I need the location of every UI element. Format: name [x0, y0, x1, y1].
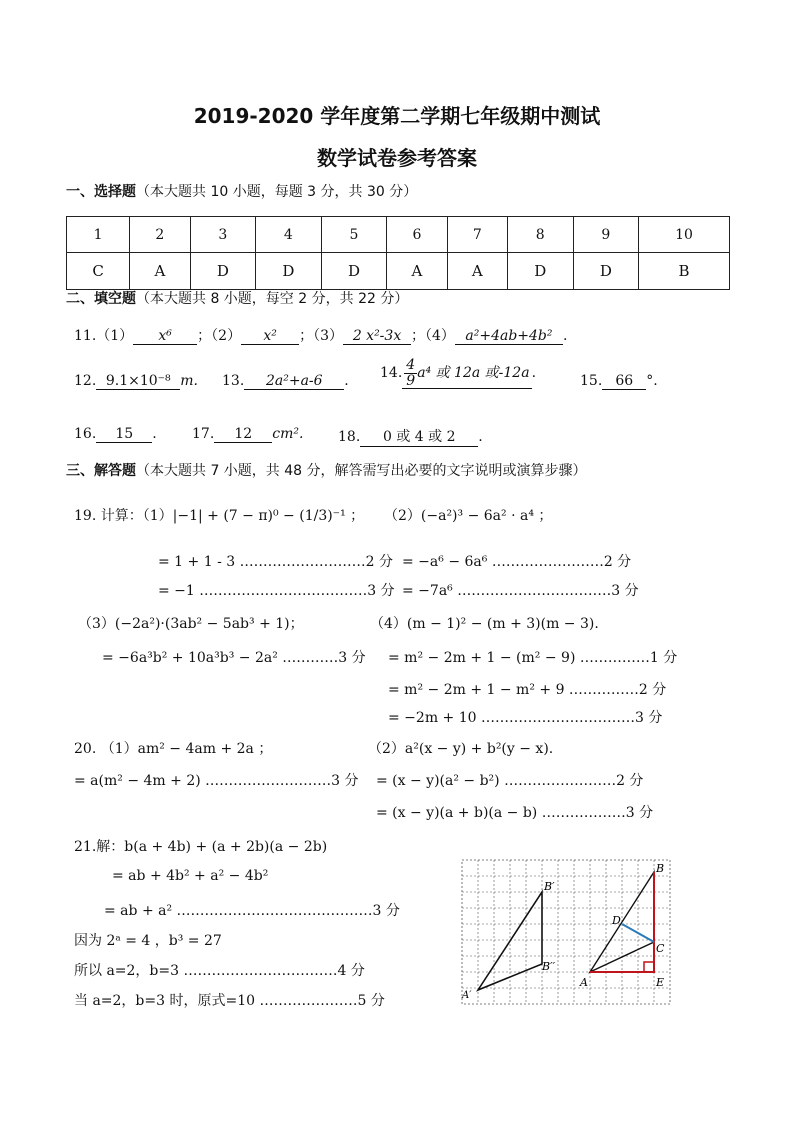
answer-blank: x⁶: [133, 328, 197, 345]
q19-part2-step2: = −7a⁶ ……………………………3 分: [402, 583, 639, 599]
table-cell: 1: [67, 217, 130, 253]
answer-blank: 66: [602, 373, 646, 390]
fill-question-18: [338, 426, 483, 447]
answer-blank: a²+4ab+4b²: [455, 328, 563, 345]
fill-question-15: [580, 373, 658, 390]
q20-part1-step1: = a(m² − 4m + 2) ………………………3 分: [74, 773, 359, 789]
q19-part2-step1: = −a⁶ − 6a⁶ ……………………2 分: [402, 554, 632, 570]
q19-part2: （2）(−a²)³ − 6a² · a⁴ ；: [384, 508, 553, 524]
punctuation: .: [562, 328, 568, 344]
q21-step3: 因为 2ᵃ = 4 ，b³ = 27: [74, 933, 222, 949]
table-cell: A: [387, 253, 447, 290]
answer-blank: x²: [241, 328, 299, 345]
fraction-denominator: 9: [406, 372, 416, 389]
unit: °.: [646, 373, 658, 389]
answer-table: [66, 216, 730, 290]
answer-table-number-row: [67, 217, 730, 253]
punctuation: .: [478, 429, 483, 445]
q19-part1-step2: = −1 ………………………………3 分: [158, 583, 395, 599]
q20-part1: 20. （1）am² − 4am + 2a ；: [74, 741, 273, 757]
q21-step1: = ab + 4b² + a² − 4b²: [112, 868, 269, 884]
answer-text: a⁴ 或 12a 或-12a: [417, 365, 530, 382]
fill-question-14: [380, 358, 536, 389]
question-part: ；（2）: [197, 328, 242, 344]
table-cell: D: [573, 253, 639, 290]
geometry-figure: [460, 858, 672, 1006]
section-3-heading: [66, 460, 587, 480]
question-number: 15.: [580, 373, 603, 389]
page-title: 2019-2020 学年度第二学期七年级期中测试: [193, 104, 601, 128]
unit: cm².: [272, 426, 304, 442]
table-cell: 8: [507, 217, 573, 253]
table-cell: D: [190, 253, 256, 290]
punctuation: .: [152, 426, 157, 442]
unit: m.: [180, 373, 198, 389]
q21-step5: 当 a=2，b=3 时，原式=10 …………………5 分: [74, 993, 385, 1009]
triangle-abc: [590, 872, 654, 972]
section-2-label: 二、填空题: [66, 291, 136, 307]
table-cell: 9: [573, 217, 639, 253]
label-d: D: [612, 914, 621, 927]
q19-part4-step1: = m² − 2m + 1 − (m² − 9) ……………1 分: [388, 650, 678, 666]
section-2-heading: [66, 288, 408, 308]
q21-step4: 所以 a=2，b=3 ……………………………4 分: [74, 963, 365, 979]
label-e: E: [656, 976, 665, 989]
table-cell: 2: [130, 217, 190, 253]
label-b2: B′′: [542, 960, 556, 973]
answer-blank: 2 x²-3x: [343, 328, 411, 345]
q20-part2-step1: = (x − y)(a² − b²) ……………………2 分: [376, 773, 644, 789]
answer-blank: 15: [96, 426, 152, 443]
answer-table-answer-row: [67, 253, 730, 290]
label-a1: A′: [462, 990, 472, 1001]
question-number: 13.: [222, 373, 245, 389]
section-2-note: （本大题共 8 小题，每空 2 分，共 22 分）: [136, 291, 409, 307]
fraction: [404, 358, 417, 388]
q19-part1-step1: = 1 + 1 - 3 ………………………2 分: [158, 554, 393, 570]
question-number: 17.: [192, 426, 215, 442]
fill-question-17: [192, 426, 303, 443]
answer-blank: 2a²+a-6: [244, 373, 344, 390]
table-cell: D: [507, 253, 573, 290]
fill-question-12: [74, 373, 198, 390]
table-cell: 3: [190, 217, 256, 253]
fill-question-11: [74, 325, 567, 345]
question-number: 11.（1）: [74, 328, 134, 344]
fraction-numerator: 4: [406, 357, 416, 373]
fill-question-13: [222, 373, 349, 390]
punctuation: .: [531, 365, 537, 382]
page-subtitle: 数学试卷参考答案: [317, 146, 477, 170]
table-cell: 7: [447, 217, 507, 253]
q19-part1: 19. 计算：（1）|−1| + (7 − π)⁰ − (1/3)⁻¹ ；: [74, 508, 365, 524]
q20-part2: （2）a²(x − y) + b²(y − x).: [368, 741, 554, 757]
section-3-label: 三、解答题: [66, 463, 136, 479]
answer-blank: [402, 358, 531, 389]
q19-part4-step3: = −2m + 10 ……………………………3 分: [388, 710, 663, 726]
section-3-note: （本大题共 7 小题，共 48 分，解答需写出必要的文字说明或演算步骤）: [136, 463, 587, 479]
label-b: B: [656, 862, 665, 875]
question-number: 12.: [74, 373, 97, 389]
question-number: 18.: [338, 429, 361, 445]
right-angle-mark: [644, 962, 654, 972]
label-c: C: [656, 942, 665, 955]
q21-expression: 21.解：b(a + 4b) + (a + 2b)(a − 2b): [74, 839, 328, 855]
table-cell: D: [256, 253, 322, 290]
q20-part2-step2: = (x − y)(a + b)(a − b) ………………3 分: [376, 805, 654, 821]
table-cell: C: [67, 253, 130, 290]
punctuation: .: [344, 373, 349, 389]
table-cell: 5: [321, 217, 387, 253]
answer-blank: 0 或 4 或 2: [360, 426, 478, 447]
question-number: 16.: [74, 426, 97, 442]
table-cell: 6: [387, 217, 447, 253]
q21-step2: = ab + a² ……………………………………3 分: [104, 903, 400, 919]
question-part: ；（4）: [411, 328, 455, 344]
table-cell: B: [639, 253, 730, 290]
section-1-heading: [66, 181, 417, 201]
table-cell: 10: [639, 217, 730, 253]
table-cell: A: [447, 253, 507, 290]
label-b1: B′: [544, 880, 555, 893]
table-cell: A: [130, 253, 190, 290]
q19-part3-step1: = −6a³b² + 10a³b³ − 2a² …………3 分: [102, 650, 366, 666]
q19-part3: （3）(−2a²)·(3ab² − 5ab³ + 1)；: [78, 616, 304, 632]
answer-blank: 9.1×10⁻⁸: [96, 373, 180, 390]
triangle-a1-b1-b2: [478, 892, 542, 990]
label-a: A: [580, 976, 588, 989]
answer-blank: 12: [214, 426, 272, 443]
table-cell: 4: [256, 217, 322, 253]
question-number: 14.: [380, 365, 403, 382]
question-part: ；（3）: [299, 328, 344, 344]
blue-segment-dc: [622, 924, 654, 942]
q19-part4: （4）(m − 1)² − (m + 3)(m − 3).: [370, 616, 599, 632]
fill-question-16: [74, 426, 157, 443]
grid: [462, 860, 670, 1004]
section-1-label: 一、选择题: [66, 184, 136, 200]
section-1-note: （本大题共 10 小题，每题 3 分，共 30 分）: [136, 184, 418, 200]
table-cell: D: [321, 253, 387, 290]
q19-part4-step2: = m² − 2m + 1 − m² + 9 ……………2 分: [388, 682, 667, 698]
